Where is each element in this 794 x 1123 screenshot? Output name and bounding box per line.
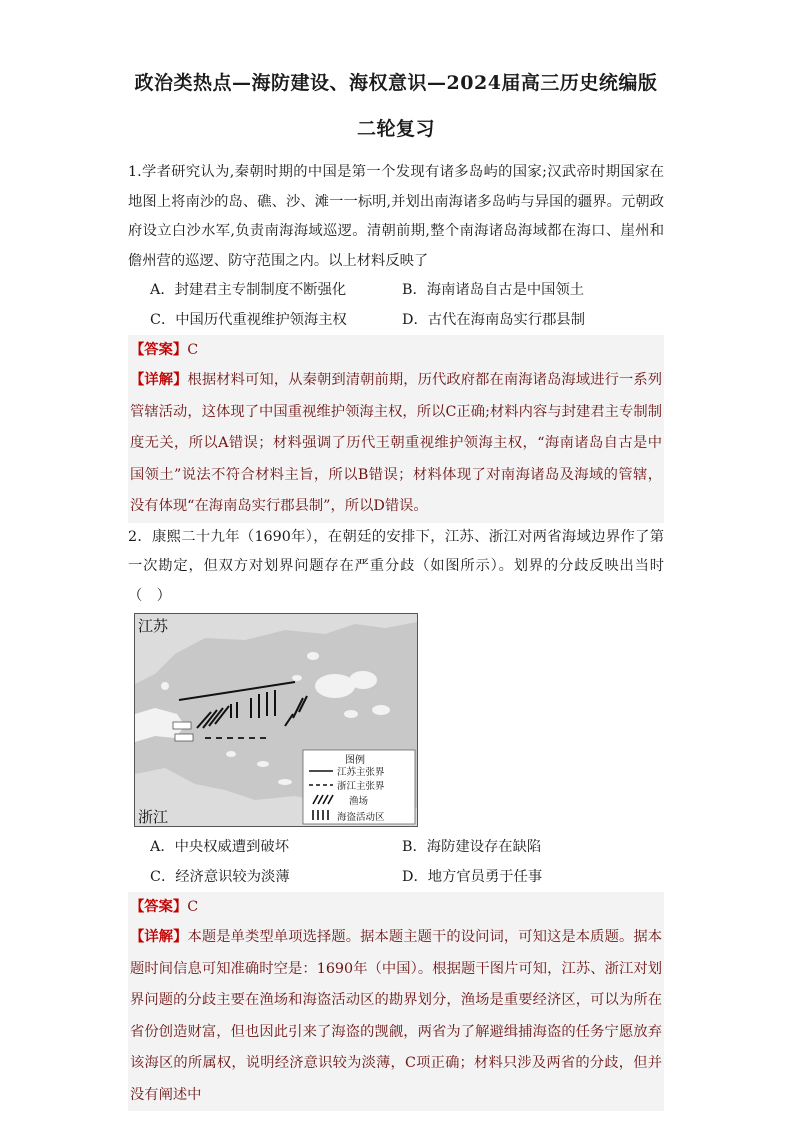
question-2-answer-block [128,892,664,1111]
document-title: 政治类热点—海防建设、海权意识—2024届高三历史统编版 [134,72,658,94]
answer-value: C [187,899,199,915]
question-2-option-d: D．地方官员勇于任事 [402,868,543,885]
document-subtitle: 二轮复习 [356,118,435,140]
detail-tag: 【详解】 [130,929,188,945]
answer-tag: 【答案】 [130,342,188,358]
question-1-option-a: A．封建君主专制制度不断强化 [150,282,347,298]
question-1-option-c: C．中国历代重视维护领海主权 [150,311,347,328]
legend-jiangsu-boundary: 江苏主张界 [337,767,385,778]
question-2-explanation [130,922,662,1111]
question-1-options [128,276,664,335]
legend-pirate-area: 海盗活动区 [337,812,385,823]
boundary-map [134,613,418,827]
question-1-option-d: D．古代在海南岛实行郡县制 [402,311,586,328]
question-1-explanation [130,365,662,523]
question-2-stem: 2．康熙二十九年（1690年），在朝廷的安排下，江苏、浙江对两省海域边界作了第一次勘定，但双方对划界问题存在严重分歧（如图所示）。划界的分歧反映出当时（ ） [128,528,664,604]
map-graphic [135,614,417,826]
explanation-text: 根据材料可知，从秦朝到清朝前期，历代政府都在南海诸岛海域进行一系列管辖活动，这体现了中国重视维护领海主权，所以C正确;材料内容与封建君主专制制度无关，所以A错误；材料强调了历代王朝重视维护领海主权，“海南诸岛自古是中国领土”说法不符合材料主旨，所以B错误；材料体现了对南海诸岛及海域的管辖，没有体现“在海南岛实行郡县制”，所以D错误。 [130,372,663,514]
question-2-answer [130,892,662,922]
map-label-zhejiang: 浙江 [138,808,169,826]
detail-tag: 【详解】 [130,372,188,388]
answer-value: C [187,342,199,358]
document-page [128,60,664,1111]
question-2-option-a: A．中央权威遭到破坏 [150,839,289,855]
question-1-answer-block [128,335,664,523]
map-label-jiangsu: 江苏 [138,617,169,635]
question-2-options [128,833,664,892]
legend-title: 图例 [345,755,365,766]
legend-zhejiang-boundary: 浙江主张界 [337,781,385,792]
explanation-text: 本题是单类型单项选择题。据本题主题干的设问词，可知这是本质题。据本题时间信息可知准确时空是：1690年（中国）。根据题干图片可知，江苏、浙江对划界问题的分歧主要在渔场和海盗活动区的勘界划分，渔场是重要经济区，可以为所在省份创造财富，但也因此引来了海盗的觊觎，两省为了解避缉捕海盗的任务宁愿放弃该海区的所属权，说明经济意识较为淡薄，C项正确；材料只涉及两省的分歧，但并没有阐述中 [130,929,663,1103]
question-2-option-c: C．经济意识较为淡薄 [150,868,290,885]
question-1-option-b: B．海南诸岛自古是中国领土 [402,282,585,298]
question-1-stem: 1.学者研究认为,秦朝时期的中国是第一个发现有诸多岛屿的国家;汉武帝时期国家在地图上将南沙的岛、礁、沙、滩一一标明,并划出南海诸多岛屿与异国的疆界。元朝政府设立白沙水军,负责南海海域巡逻。清朝前期,整个南海诸岛海域都在海口、崖州和儋州营的巡逻、防守范围之内。以上材料反映了 [128,164,664,269]
answer-tag: 【答案】 [130,899,188,915]
question-1-answer [130,335,662,365]
question-2-option-b: B．海防建设存在缺陷 [402,839,542,855]
legend-fishing-ground: 渔场 [349,796,369,807]
